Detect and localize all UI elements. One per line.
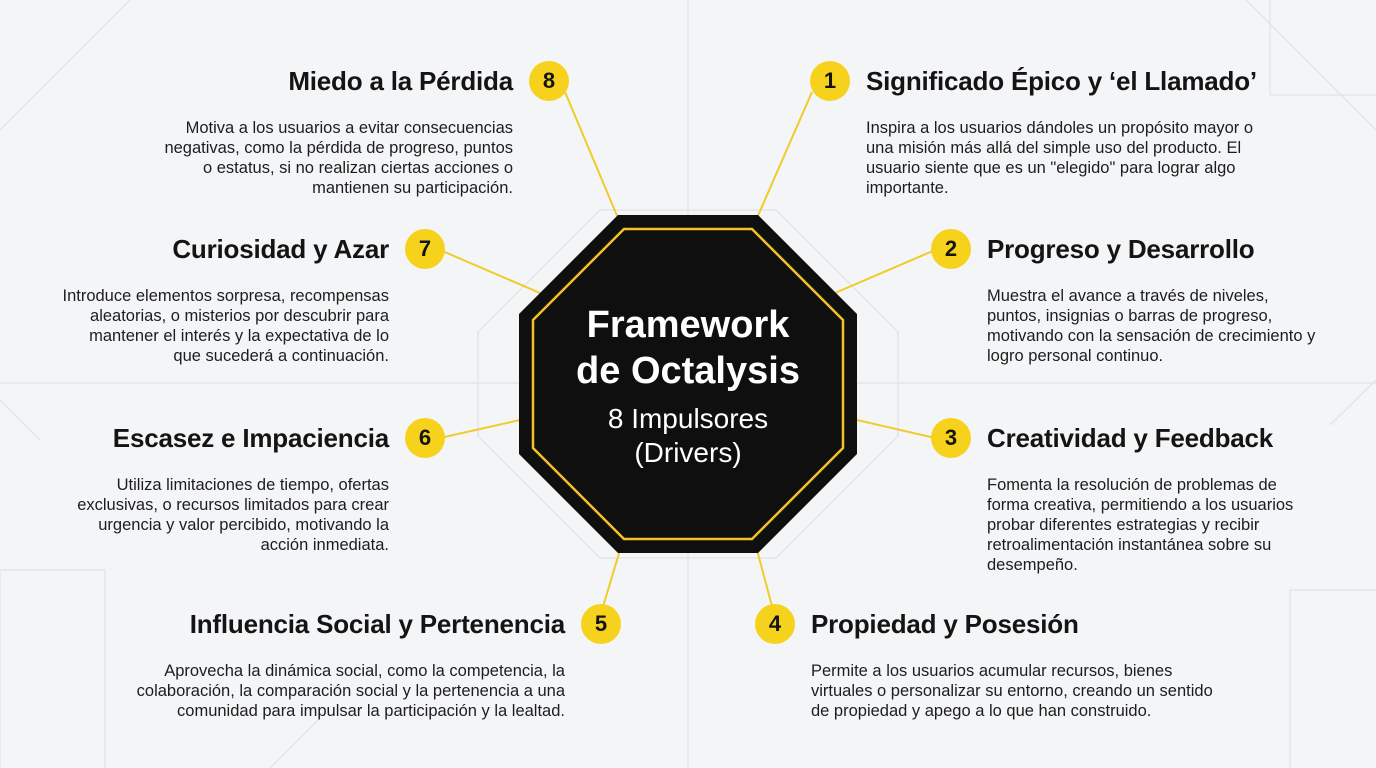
driver-description: Permite a los usuarios acumular recursos, bienes virtuales o personalizar su entorno, creando un sentido de propiedad y apego a lo que han construido. — [811, 662, 1213, 720]
driver-title: Escasez e Impaciencia — [112, 422, 389, 453]
center-title — [548, 302, 828, 394]
center-subtitle — [548, 402, 828, 470]
driver-description: Introduce elementos sorpresa, recompensas aleatorias, o misterios por descubrir para mantener el interés y la expectativa de lo que sucederá a continuación. — [62, 287, 389, 365]
driver-4 — [755, 603, 1275, 721]
connector-5 — [602, 550, 620, 610]
connector-6 — [440, 420, 520, 438]
connector-3 — [857, 420, 935, 438]
driver-description: Fomenta la resolución de problemas de forma creativa, permitiendo a los usuarios probar diferentes estrategias y recibir retroalimentación instantánea sobre su desempeño. — [987, 476, 1294, 574]
driver-number-badge: 6 — [405, 418, 445, 458]
driver-7 — [25, 228, 445, 366]
center-title-line-1: Framework — [586, 304, 790, 346]
driver-title: Propiedad y Posesión — [811, 608, 1079, 639]
driver-number-badge: 7 — [405, 229, 445, 269]
connector-1 — [757, 92, 812, 218]
driver-number-badge: 1 — [810, 61, 850, 101]
driver-3 — [931, 417, 1351, 575]
driver-number-badge: 2 — [931, 229, 971, 269]
connector-7 — [440, 250, 540, 293]
connector-8 — [565, 92, 618, 218]
connector-2 — [835, 250, 935, 293]
driver-number-badge: 4 — [755, 604, 795, 644]
driver-title: Creatividad y Feedback — [987, 422, 1274, 453]
driver-description: Muestra el avance a través de niveles, puntos, insignias o barras de progreso, motivando con la sensación de crecimiento y logro personal continuo. — [987, 287, 1316, 365]
driver-number-badge: 8 — [529, 61, 569, 101]
center-title-line-2: de Octalysis — [576, 350, 800, 392]
driver-2 — [931, 228, 1351, 366]
driver-1 — [810, 60, 1330, 198]
driver-8 — [69, 60, 569, 198]
driver-number-badge: 3 — [931, 418, 971, 458]
driver-title: Curiosidad y Azar — [172, 233, 389, 264]
driver-description: Motiva a los usuarios a evitar consecuencias negativas, como la pérdida de progreso, puntos o estatus, si no realizan ciertas acciones o mantienen su participación. — [164, 119, 513, 197]
connector-4 — [757, 550, 773, 610]
driver-description: Aprovecha la dinámica social, como la competencia, la colaboración, la comparación social y la pertenencia a una comunidad para impulsar la participación y la lealtad. — [136, 662, 565, 720]
driver-number-badge: 5 — [581, 604, 621, 644]
driver-title: Influencia Social y Pertenencia — [189, 608, 565, 639]
driver-description: Inspira a los usuarios dándoles un propósito mayor o una misión más allá del simple uso del producto. El usuario siente que es un "elegido" para lograr algo importante. — [866, 119, 1254, 197]
driver-description: Utiliza limitaciones de tiempo, ofertas exclusivas, o recursos limitados para crear urgencia y valor percibido, motivando la acción inmediata. — [77, 476, 389, 554]
driver-title: Progreso y Desarrollo — [987, 233, 1255, 264]
driver-5 — [101, 603, 621, 721]
center-subtitle-line-1: 8 Impulsores — [607, 403, 769, 434]
driver-6 — [25, 417, 445, 555]
driver-title: Significado Épico y ‘el Llamado’ — [866, 65, 1257, 96]
center-subtitle-line-2: (Drivers) — [634, 437, 742, 468]
driver-title: Miedo a la Pérdida — [288, 65, 513, 96]
